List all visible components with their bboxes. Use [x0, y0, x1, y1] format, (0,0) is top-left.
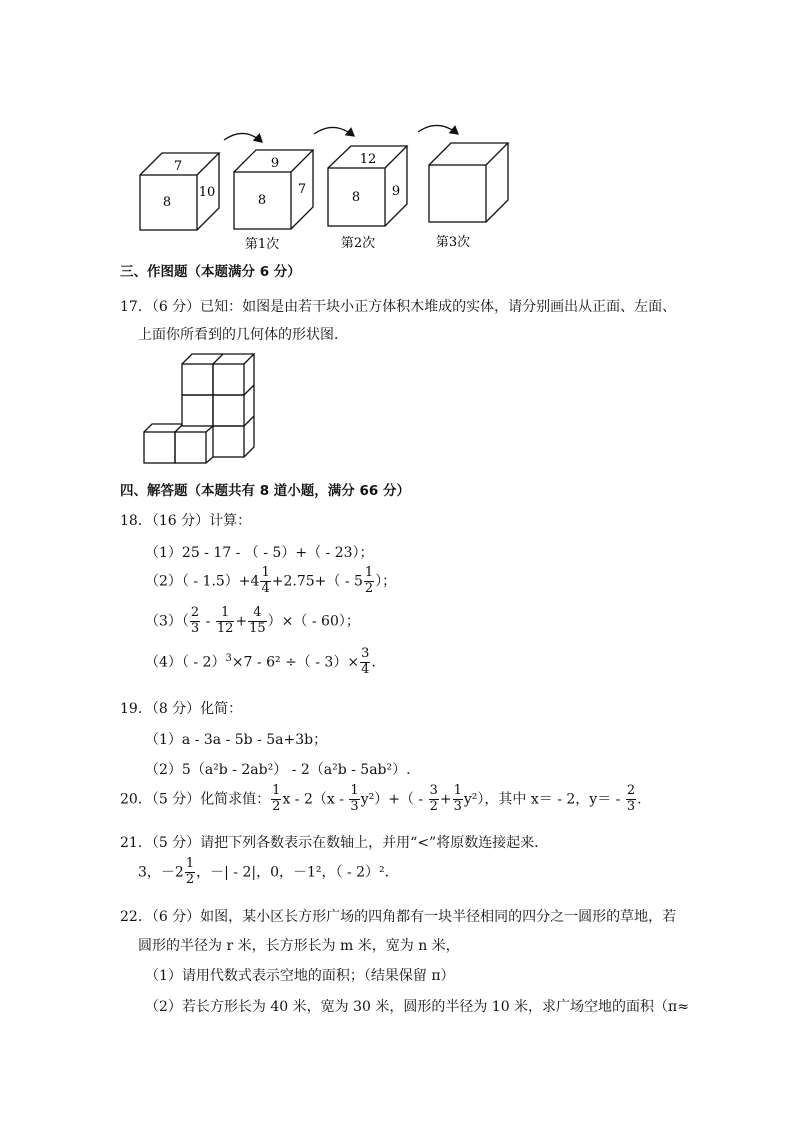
- section-3-title: 三、作图题（本题满分 6 分）: [120, 264, 301, 280]
- section-4-title: 四、解答题（本题共有 8 道小题，满分 66 分）: [120, 483, 410, 499]
- q18-part-2: （2）（ - 1.5）+4 $\frac{1}{4}$ +2.75+（ - 5 $\frac{1}{2}$ ）；: [145, 565, 397, 596]
- fraction: $\frac{2}{3}$: [626, 783, 636, 814]
- cube-2-right-label: 9: [391, 184, 401, 199]
- cube-0-front-label: 8: [162, 195, 172, 210]
- q18-head: 18．（16 分）计算：: [120, 513, 252, 529]
- q19-part-1: （1）a - 3a - 5b - 5a+3b；: [145, 732, 328, 748]
- fraction: $\frac{3}{2}$: [429, 783, 438, 814]
- cube-1-top-label: 9: [270, 156, 280, 171]
- arrow-3: [418, 125, 458, 134]
- caption-3: 第3次: [435, 235, 471, 250]
- caption-1: 第1次: [244, 237, 280, 252]
- caption-2: 第2次: [340, 236, 376, 251]
- q18-part-4: （4）（ - 2）$^3$×7 - 6² ÷（ - 3）× $\frac{3}{4}$ .: [145, 646, 376, 677]
- q22-line-1: 22．（6 分）如图，某小区长方形广场的四角都有一块半径相同的四分之一圆形的草地，若: [120, 909, 677, 925]
- cube-1-right-label: 7: [297, 182, 307, 197]
- cube-1-front-label: 8: [257, 193, 267, 208]
- q22-line-4: （2）若长方形长为 40 米，宽为 30 米，圆形的半径为 10 米，求广场空地的面积（π≈: [145, 999, 689, 1015]
- q17-line-2: 上面你所看到的几何体的形状图．: [138, 327, 348, 343]
- fraction: $\frac{1}{3}$: [350, 783, 359, 814]
- fraction: $\frac{1}{3}$: [453, 783, 462, 814]
- q20-line: 20．（5 分）化简求值： $\frac{1}{2}$ x - 2（x - $\frac{1}{3}$ y²）+（ - $\frac{3}{2}$ + $\frac{1}{3}$ y²），其中 x＝ - 2，y＝ - $\frac{2}{3}$ .: [120, 783, 642, 814]
- fraction: $\frac{4}{15}$: [249, 605, 266, 636]
- fraction: $\frac{2}{3}$: [190, 605, 200, 636]
- fraction: $\frac{1}{2}$: [185, 856, 195, 887]
- fraction: $\frac{1}{2}$: [364, 565, 374, 596]
- q19-head: 19．（8 分）化简：: [120, 701, 243, 717]
- cube-2-top-label: 12: [359, 152, 377, 167]
- fraction: $\frac{1}{2}$: [272, 783, 281, 814]
- q19-part-2: （2）5（a²b - 2ab²） - 2（a²b - 5ab²）.: [145, 762, 411, 778]
- arrow-2: [314, 127, 354, 136]
- q21-line-1: 21．（5 分）请把下列各数表示在数轴上，并用“<”将原数连接起来．: [120, 835, 549, 851]
- fraction: $\frac{3}{4}$: [361, 646, 370, 677]
- cube-0-top-label: 7: [173, 159, 183, 174]
- fraction: $\frac{1}{12}$: [216, 605, 234, 636]
- q18-part-3: （3）（ $\frac{2}{3}$ - $\frac{1}{12}$ + $\frac{4}{15}$ ）×（ - 60）；: [145, 605, 360, 636]
- q21-line-2: 3，－2 $\frac{1}{2}$ ，－| - 2|，0，－1²，（ - 2）²．: [138, 856, 399, 887]
- q17-line-1: 17．（6 分）已知：如图是由若干块小正方体积木堆成的实体，请分别画出从正面、左面、: [120, 299, 677, 315]
- q22-line-2: 圆形的半径为 r 米，长方形长为 m 米，宽为 n 米，: [138, 938, 460, 954]
- q22-line-3: （1）请用代数式表示空地的面积；（结果保留 π）: [145, 968, 455, 984]
- stacked-cubes-figure: [140, 350, 260, 468]
- q18-part-1: （1）25 - 17 - （ - 5）+（ - 23）；: [145, 545, 374, 561]
- cube-2-front-label: 8: [351, 190, 361, 205]
- cube-0-right-label: 10: [198, 185, 216, 200]
- cube-sequence-figure: [120, 120, 520, 260]
- fraction: $\frac{1}{4}$: [261, 565, 270, 596]
- arrow-1: [224, 133, 262, 142]
- cube-3: [429, 143, 508, 222]
